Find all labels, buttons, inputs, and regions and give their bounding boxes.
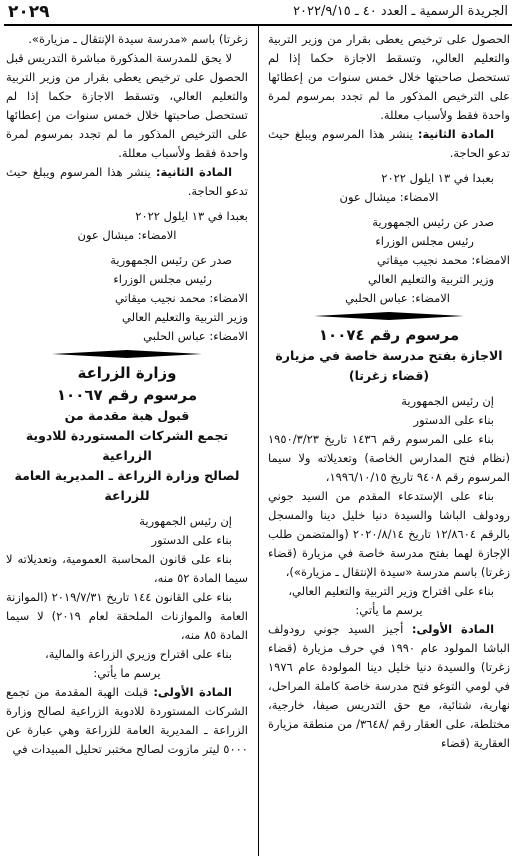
column-divider [258, 26, 259, 856]
basis-paragraph: بناء على القانون ١٤٤ تاريخ ٢٠١٩/٧/٣١ (الموازنة العامة والموازنات الملحقة لعام ٢٠١٩) لا سيما المادة ٨٥ منه، [6, 590, 248, 642]
signature-pm: الامضاء: محمد نجيب ميقاتي [376, 253, 510, 267]
decree-subject: الاجازة بفتح مدرسة خاصة في مزيارة [275, 348, 503, 363]
article-label: المادة الأولى: [153, 685, 232, 699]
left-column [6, 30, 248, 856]
basis-paragraph: بناء على اقتراح وزيري الزراعة والمالية، [45, 647, 232, 661]
article-2 [6, 163, 248, 201]
pm-title: رئيس مجلس الوزراء [113, 272, 212, 286]
decrees-line: يرسم ما يأتي: [93, 666, 161, 680]
page-header [0, 0, 516, 24]
decree-subject: لصالح وزارة الزراعة ـ المديرية العامة للزراعة [14, 468, 240, 503]
issued-by: صدر عن رئيس الجمهورية [110, 253, 232, 267]
article-label: المادة الثانية: [155, 165, 233, 179]
basis-paragraph: بناء على اقتراح وزير التربية والتعليم العالي، [288, 584, 494, 598]
signature-president: الامضاء: ميشال عون [77, 228, 177, 242]
minister-title: وزير التربية والتعليم العالي [367, 272, 494, 286]
running-title: الجريدة الرسمية ـ العدد ٤٠ ـ ٢٠٢٢/٩/١٥ [293, 4, 508, 19]
article-text: ينشر هذا المرسوم ويبلغ حيث تدعو الحاجة. [6, 165, 248, 198]
basis-paragraph: بناء على قانون المحاسبة العمومية، وتعديلاته لا سيما المادة ٥٢ منه، [6, 552, 248, 585]
basis-paragraph: بناء على الإستدعاء المقدم من السيد جوني رودولف الباشا والسيدة دنيا خليل دينا والمسجل بالرقم ١٢/٨٦٠٤ تاريخ ٢٠٢٠/٨/١٤ (والمتضمن طلب الإجازة لهما بفتح مدرسة خاصة في مزيارة (قضاء زغرتا) باسم مدرسة «سيدة الإنتقال ـ مزيارة»)، [268, 489, 510, 579]
minister-title: وزير التربية والتعليم العالي [121, 310, 248, 324]
page-number: ٢٠٢٩ [8, 2, 50, 22]
president-line: إن رئيس الجمهورية [139, 514, 232, 528]
decrees-line: يرسم ما يأتي: [355, 603, 423, 617]
decree-title: مرسوم رقم ١٠٠٧٤ [318, 326, 460, 344]
article-label: المادة الثانية: [417, 127, 495, 141]
basis-paragraph: بناء على المرسوم رقم ١٤٣٦ تاريخ ١٩٥٠/٣/٢٣ (نظام فتح المدارس الخاصة) وتعديلاته ولا سيما المرسوم رقم ٩٤٠٨ تاريخ ١٩٩٦/١٠/١٥، [268, 432, 510, 484]
ministry-title: وزارة الزراعة [77, 364, 177, 382]
section-separator [52, 350, 202, 358]
right-column [268, 30, 510, 856]
article-text: أجيز السيد جوني رودولف الباشا المولود عام ١٩٩٠ في حرف مزيارة (قضاء زغرتا) والسيدة دنيا خليل دينا المولودة عام ١٩٧٦ في لومي التوغو فتح مدرسة خاصة كاملة المراحل، نهارية، شتائية، مع حق التدريس صيفا، خارجية، مختلطة، على العقار رقم /٣٦٤٨/ من منطقة مزيارة العقارية (قضاء [268, 622, 510, 750]
signature-pm: الامضاء: محمد نجيب ميقاتي [114, 291, 248, 305]
article-2 [268, 125, 510, 163]
constitution-basis: بناء على الدستور [151, 533, 232, 547]
paragraph: الحصول على ترخيص يعطى بقرار من وزير التربية والتعليم العالي، وتسقط الاجازة حكما إذا لم تستحصل صاحبتها خلال خمس سنوات من إعطائها على الترخيص المذكور ما لم تجدد بمرسوم لمرة واحدة فقط ولأسباب معللة. [268, 32, 510, 122]
decree-subject: تجمع الشركات المستوردة للادوية الزراعية [25, 428, 229, 463]
signing-date: بعبدا في ١٣ ايلول ٢٠٢٢ [381, 171, 494, 185]
decree-subject: قبول هبة مقدمة من [64, 408, 190, 423]
signing-date: بعبدا في ١٣ ايلول ٢٠٢٢ [135, 209, 248, 223]
constitution-basis: بناء على الدستور [413, 413, 494, 427]
article-text: قبلت الهبة المقدمة من تجمع الشركات المستوردة للادوية الزراعية لصالح وزارة الزراعة ـ المديرية العامة للزراعة وهي عبارة عن ٥٠٠٠ ليتر مازوت لصالح مختبر تحليل المبيدات في [6, 685, 248, 756]
president-line: إن رئيس الجمهورية [401, 394, 494, 408]
issued-by: صدر عن رئيس الجمهورية [372, 215, 494, 229]
signature-minister: الامضاء: عباس الحلبي [143, 329, 248, 343]
signature-president: الامضاء: ميشال عون [339, 190, 439, 204]
article-1 [268, 620, 510, 753]
decree-district: (قضاء زغرتا) [348, 368, 430, 383]
section-separator [314, 312, 464, 320]
article-text: ينشر هذا المرسوم ويبلغ حيث تدعو الحاجة. [268, 127, 510, 160]
signature-minister: الامضاء: عباس الحلبي [345, 291, 450, 305]
pm-title: رئيس مجلس الوزراء [375, 234, 474, 248]
decree-title: مرسوم رقم ١٠٠٦٧ [56, 386, 198, 404]
article-1 [6, 683, 248, 759]
paragraph: زغرتا) باسم «مدرسة سيدة الإنتقال ـ مزيارة». [28, 32, 248, 46]
article-label: المادة الأولى: [411, 622, 495, 636]
paragraph: لا يحق للمدرسة المذكورة مباشرة التدريس قبل الحصول على ترخيص يعطى بقرار من وزير التربية والتعليم العالي، وتسقط الاجازة حكما إذا لم تستحصل صاحبتها خلال خمس سنوات من إعطائها على الترخيص المذكور ما لم تجدد بمرسوم لمرة واحدة فقط ولأسباب معللة. [6, 51, 248, 160]
